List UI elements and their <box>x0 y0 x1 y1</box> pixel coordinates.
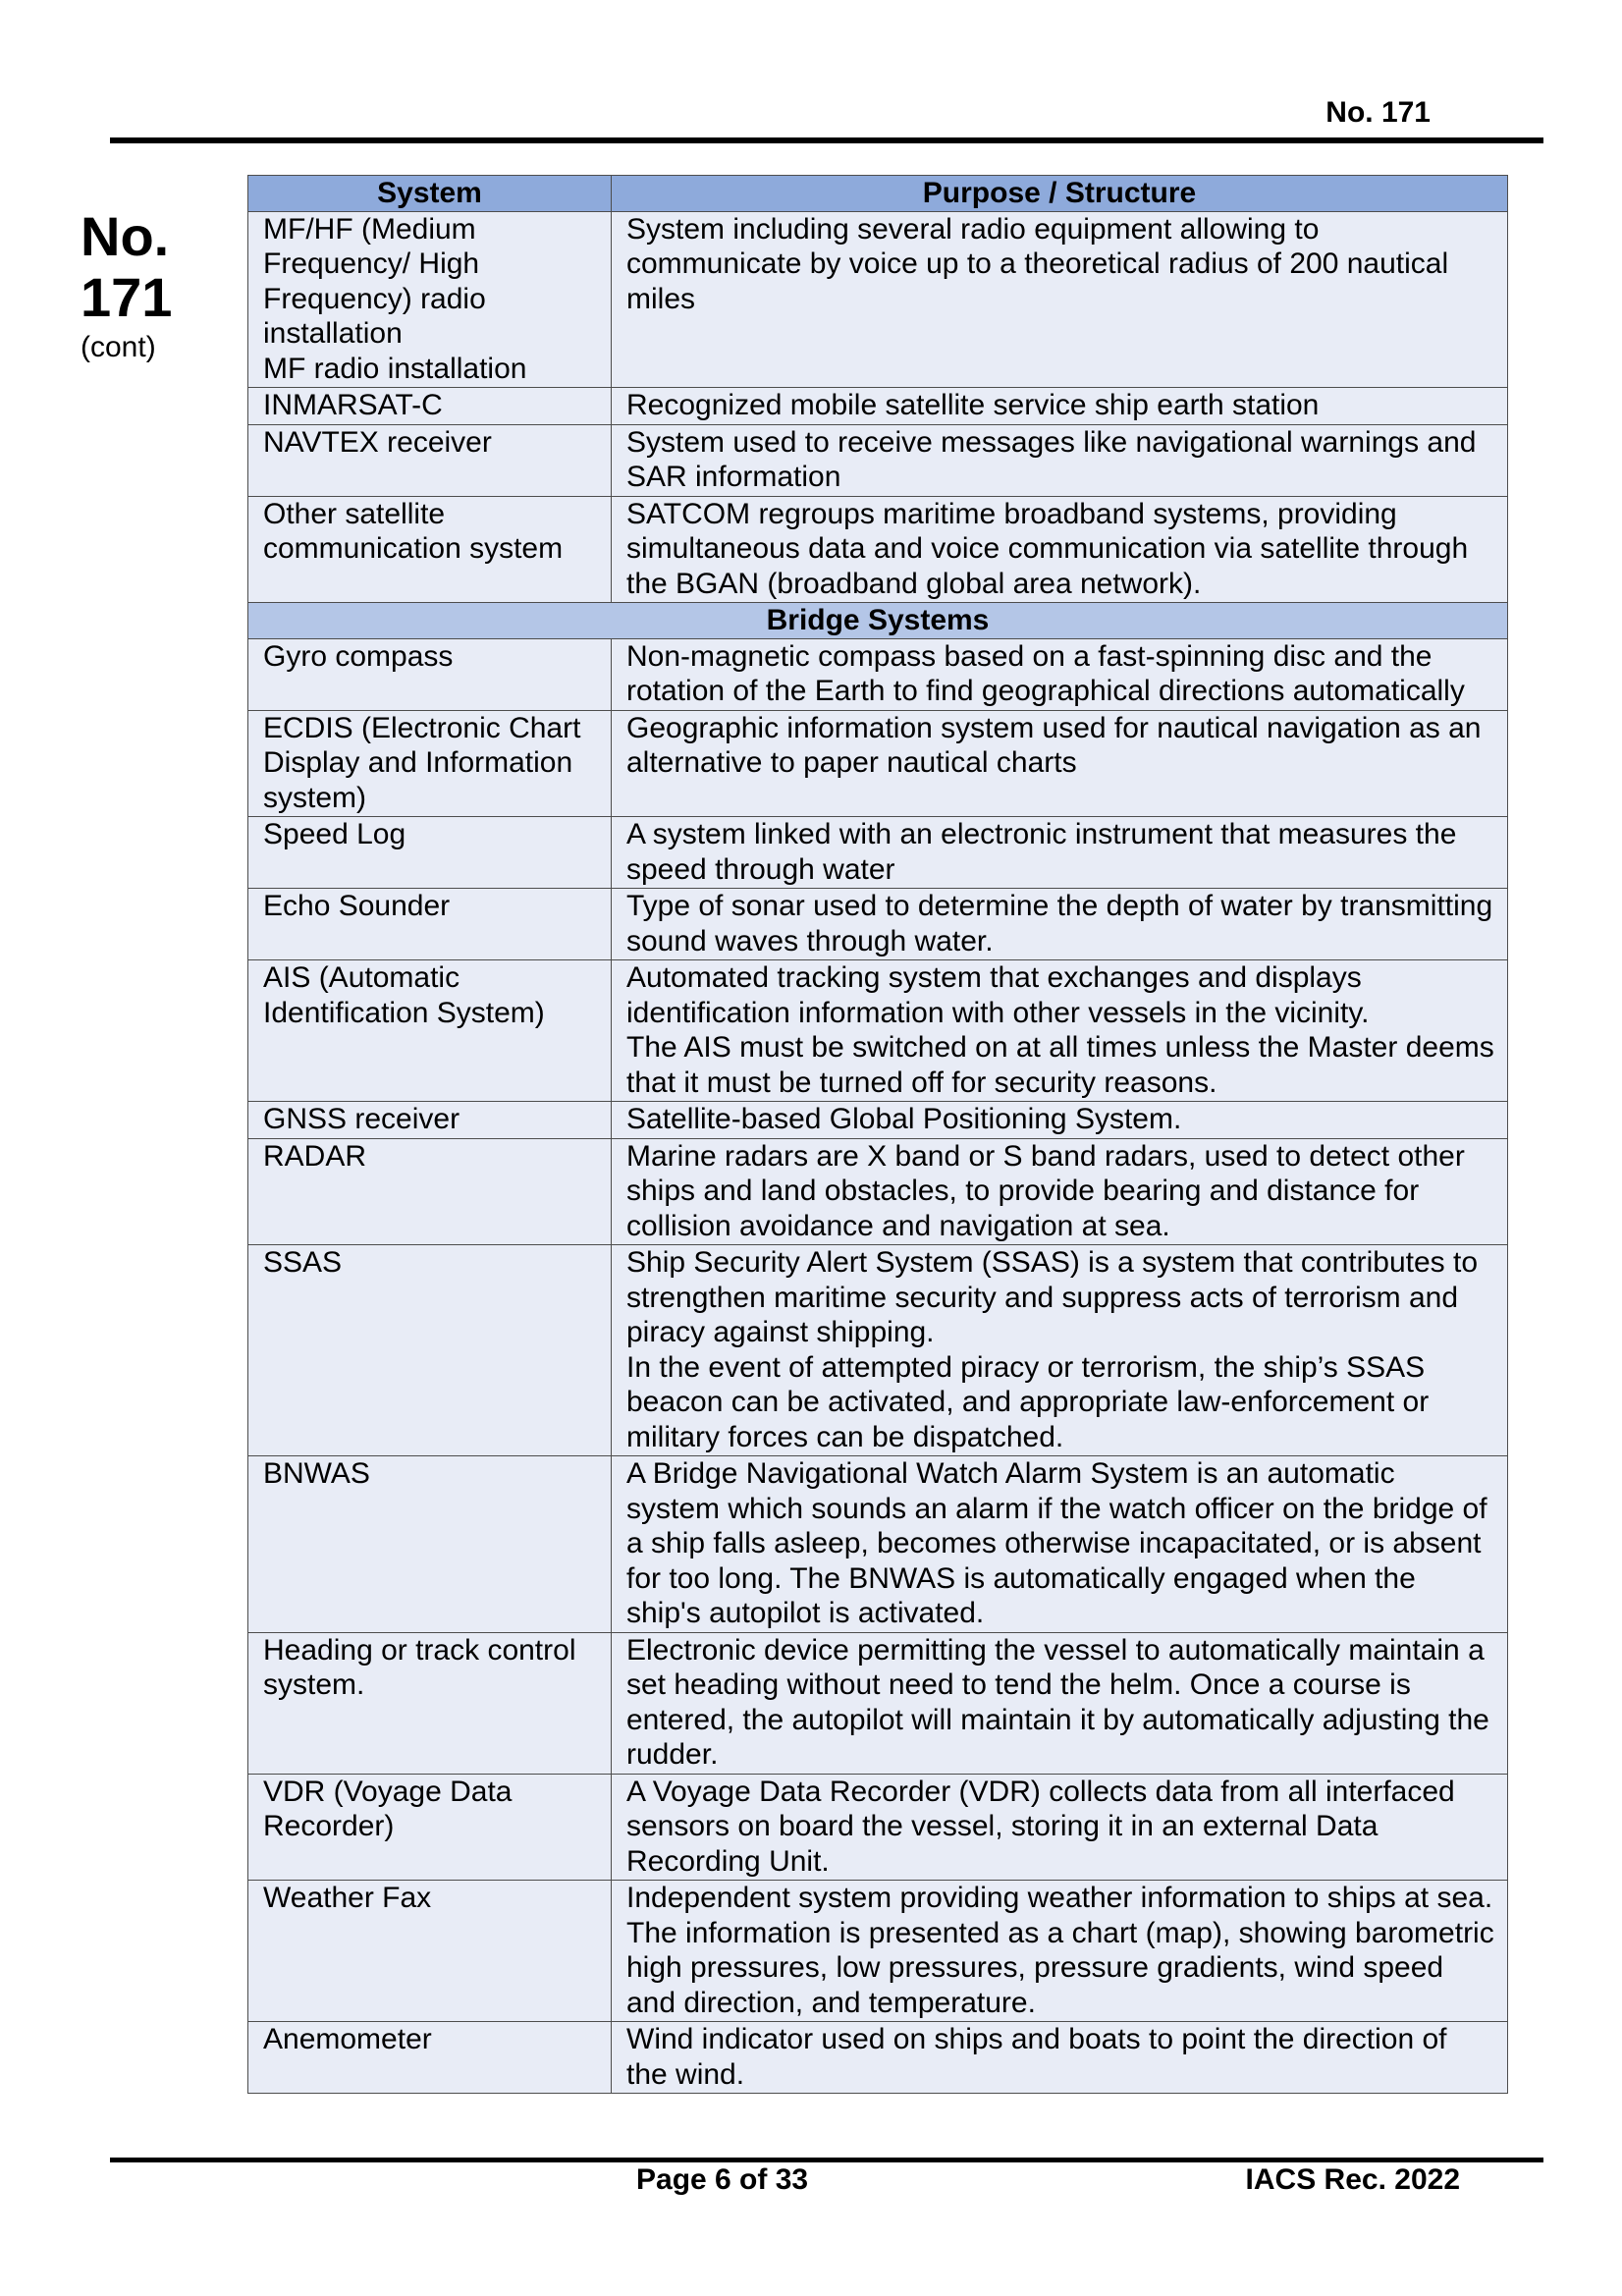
purpose-text: SATCOM regroups maritime broadband systems, providing simultaneous data and voice communication via satellite through the BGAN (broadband global area network). <box>626 497 1469 600</box>
system-text: Gyro compass <box>263 639 454 673</box>
purpose-cell <box>612 424 1508 496</box>
table-row <box>248 2022 1508 2094</box>
system-cell <box>248 710 612 817</box>
table-row <box>248 889 1508 960</box>
system-text: VDR (Voyage Data Recorder) <box>263 1775 513 1842</box>
purpose-text: The AIS must be switched on at all times unless the Master deems that it must be turned off for security reasons. <box>626 1031 1494 1099</box>
system-text: MF radio installation <box>263 352 527 385</box>
system-text: Frequency) radio <box>263 282 486 315</box>
table-row <box>248 1138 1508 1245</box>
section-row-bridge-systems <box>248 603 1508 639</box>
purpose-cell <box>612 889 1508 960</box>
table-row <box>248 817 1508 889</box>
system-text: Frequency/ High <box>263 247 480 280</box>
system-cell <box>248 2022 612 2094</box>
purpose-cell <box>612 388 1508 425</box>
table-header-row <box>248 176 1508 212</box>
purpose-cell <box>612 638 1508 710</box>
header-doc-number: No. 171 <box>1325 96 1431 129</box>
table-row <box>248 424 1508 496</box>
table-row <box>248 496 1508 603</box>
header-purpose: Purpose / Structure <box>612 176 1508 212</box>
footer-rule <box>110 2158 1543 2162</box>
system-text: INMARSAT-C <box>263 389 443 421</box>
purpose-cell <box>612 1881 1508 2022</box>
table-row <box>248 1881 1508 2022</box>
purpose-cell <box>612 2022 1508 2094</box>
table-row <box>248 211 1508 388</box>
purpose-text: Electronic device permitting the vessel to automatically maintain a set heading without need to tend the helm. Once a course is entered, the autopilot will maintain it by automatically adjusting the rudder. <box>626 1633 1489 1771</box>
system-cell <box>248 388 612 425</box>
header-system: System <box>248 176 612 212</box>
purpose-cell <box>612 211 1508 388</box>
system-text: Echo Sounder <box>263 890 451 922</box>
table-row <box>248 1456 1508 1633</box>
footer-rec: IACS Rec. 2022 <box>1245 2163 1460 2196</box>
side-label-cont: (cont) <box>81 331 156 364</box>
purpose-text: Ship Security Alert System (SSAS) is a system that contributes to strengthen maritime security and suppress acts of terrorism and piracy against shipping. <box>626 1246 1478 1348</box>
system-cell <box>248 496 612 603</box>
purpose-cell <box>612 1774 1508 1881</box>
purpose-text: Automated tracking system that exchanges and displays identification information with other vessels in the vicinity. <box>626 961 1370 1029</box>
system-cell <box>248 889 612 960</box>
system-text: NAVTEX receiver <box>263 425 492 459</box>
purpose-cell <box>612 817 1508 889</box>
purpose-cell <box>612 1245 1508 1456</box>
system-text: RADAR <box>263 1139 367 1173</box>
table-row <box>248 960 1508 1102</box>
system-text: Weather Fax <box>263 1882 432 1914</box>
systems-table <box>247 175 1508 2094</box>
purpose-text: System used to receive messages like navigational warnings and SAR information <box>626 425 1477 493</box>
purpose-cell <box>612 1102 1508 1139</box>
purpose-text: Recognized mobile satellite service ship earth station <box>626 389 1320 421</box>
table-row <box>248 710 1508 817</box>
system-text: installation <box>263 317 403 350</box>
system-text: Other satellite communication system <box>263 497 564 565</box>
system-cell <box>248 817 612 889</box>
system-cell <box>248 1881 612 2022</box>
section-title: Bridge Systems <box>248 603 1508 639</box>
system-cell <box>248 211 612 388</box>
system-text: ECDIS (Electronic Chart Display and Information system) <box>263 711 581 814</box>
system-cell <box>248 1456 612 1633</box>
system-cell <box>248 1245 612 1456</box>
system-text: GNSS receiver <box>263 1103 460 1135</box>
side-label-no: No. <box>81 205 170 267</box>
footer-page-number: Page 6 of 33 <box>636 2163 809 2196</box>
purpose-text: Satellite-based Global Positioning System. <box>626 1103 1182 1135</box>
side-label-number: 171 <box>81 265 173 328</box>
purpose-text: Marine radars are X band or S band radars, used to detect other ships and land obstacles, to provide bearing and distance for collision avoidance and navigation at sea. <box>626 1139 1465 1242</box>
table-row <box>248 638 1508 710</box>
system-cell <box>248 638 612 710</box>
table-row <box>248 1245 1508 1456</box>
system-cell <box>248 424 612 496</box>
system-cell <box>248 1102 612 1139</box>
purpose-text: A Bridge Navigational Watch Alarm System is an automatic system which sounds an alarm if the watch officer on the bridge of a ship falls asleep, becomes otherwise incapacitated, or is absent for too long. The BNWAS is automatically engaged when the ship's autopilot is activated. <box>626 1457 1487 1629</box>
table-row <box>248 1774 1508 1881</box>
system-text: Heading or track control system. <box>263 1633 576 1701</box>
system-text: SSAS <box>263 1246 343 1279</box>
purpose-text: Type of sonar used to determine the depth of water by transmitting sound waves through water. <box>626 890 1493 957</box>
purpose-text: Non-magnetic compass based on a fast-spinning disc and the rotation of the Earth to find geographical directions automatically <box>626 639 1465 707</box>
purpose-cell <box>612 1632 1508 1774</box>
purpose-text: System including several radio equipment allowing to communicate by voice up to a theoretical radius of 200 nautical miles <box>626 212 1449 315</box>
purpose-cell <box>612 1138 1508 1245</box>
system-text: BNWAS <box>263 1457 370 1490</box>
header-rule <box>110 137 1543 143</box>
system-cell <box>248 1774 612 1881</box>
system-cell <box>248 960 612 1102</box>
purpose-text: In the event of attempted piracy or terrorism, the ship’s SSAS beacon can be activated, and appropriate law-enforcement or military forces can be dispatched. <box>626 1350 1430 1453</box>
system-cell <box>248 1138 612 1245</box>
purpose-text: A Voyage Data Recorder (VDR) collects data from all interfaced sensors on board the vessel, storing it in an external Data Recording Unit. <box>626 1775 1455 1878</box>
system-text: AIS (Automatic Identification System) <box>263 961 545 1029</box>
table-row <box>248 1632 1508 1774</box>
purpose-text: Independent system providing weather information to ships at sea. The information is presented as a chart (map), showing barometric high pressures, low pressures, pressure gradients, wind speed and direction, and temperature. <box>626 1882 1494 2019</box>
system-cell <box>248 1632 612 1774</box>
purpose-cell <box>612 960 1508 1102</box>
purpose-cell <box>612 710 1508 817</box>
system-text: MF/HF (Medium <box>263 212 476 246</box>
purpose-text: A system linked with an electronic instrument that measures the speed through water <box>626 818 1457 886</box>
system-text: Anemometer <box>263 2023 432 2055</box>
table-row <box>248 1102 1508 1139</box>
system-text: Speed Log <box>263 818 406 850</box>
purpose-text: Geographic information system used for nautical navigation as an alternative to paper nautical charts <box>626 711 1482 779</box>
table-row <box>248 388 1508 425</box>
side-label <box>81 206 172 363</box>
purpose-cell <box>612 496 1508 603</box>
purpose-text: Wind indicator used on ships and boats to point the direction of the wind. <box>626 2023 1447 2091</box>
purpose-cell <box>612 1456 1508 1633</box>
